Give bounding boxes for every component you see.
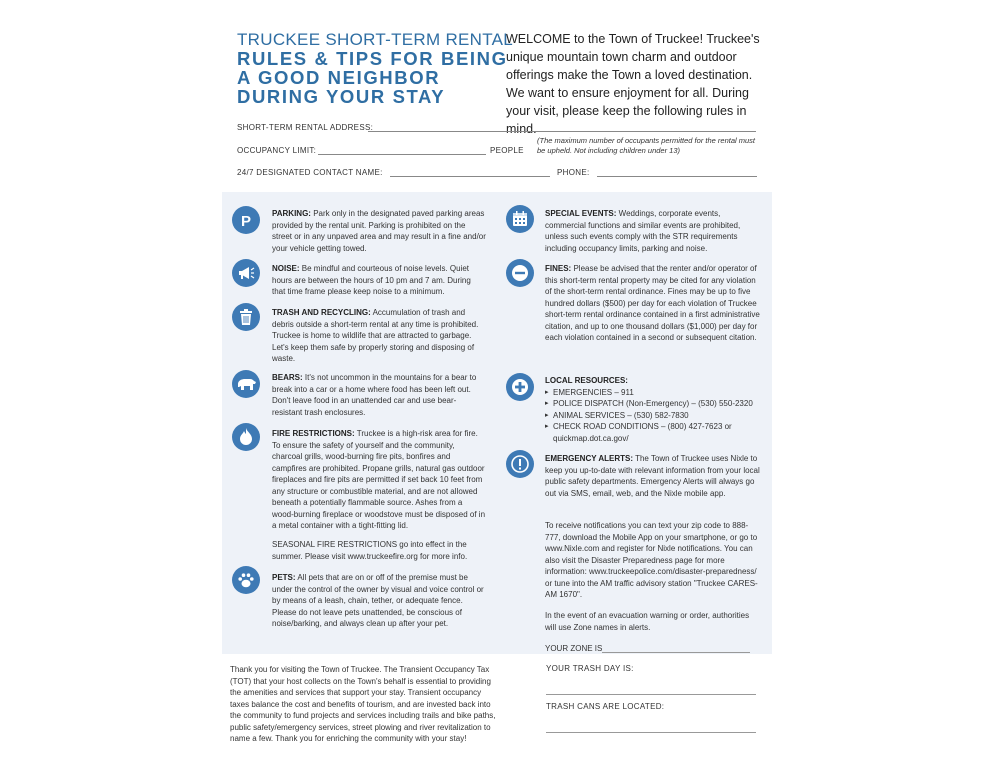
fire-text: Truckee is a high-risk area for fire. To ensure the safety of yourself and the community, charcoal grills, wood-burning fire pits, bonfires and campfires are prohibited. Propane grills, natural gas outdoor fireplaces and fire pits are permitted if set back 10 feet from any structure or combustible material, and are not allowed beneath a potentially flammable source. Ashes from a wood-burning fireplace or woodstove must be disposed of in a metal container with a tight-fitting lid.: [272, 429, 486, 530]
trash-text: Accumulation of trash and debris outside a short-term rental at any time is prohibited. Truckee is home to wildlife that are attracted to garbage. Let's keep them safe by properly storing and disposing of waste.: [272, 308, 479, 363]
paw-icon: [232, 566, 260, 594]
title-line-1: TRUCKEE SHORT-TERM RENTAL: [237, 30, 514, 49]
resources-list: [545, 387, 760, 445]
alerts-text: The Town of Truckee uses Nixle to keep you up-to-date with relevant information from your local public safety departments. Emergency Alerts will always go out via SMS, email, web, and the Nixle mobile app.: [545, 454, 760, 498]
megaphone-icon: [232, 259, 260, 287]
alerts-text-3: In the event of an evacuation warning or order, authorities will use Zone names in alerts.: [545, 611, 750, 632]
noise-title: NOISE:: [272, 264, 300, 273]
alerts-text-2: To receive notifications you can text your zip code to 888-777, download the Mobile App on your smartphone, or go to www.Nixle.com and register for Nixle notifications. You can also visit the Disaster Preparedness page for more information: www.truckeepolice.com/disaster-preparedness/ or tune into the AM traffic advisory station "Truckee CARES- AM 1670".: [545, 521, 758, 599]
address-label: SHORT-TERM RENTAL ADDRESS:: [237, 123, 374, 132]
welcome-rest: We want to ensure enjoyment for all. During your visit, please keep the following rules in mind.: [506, 86, 749, 136]
occupancy-line[interactable]: [318, 154, 486, 155]
welcome-text: [506, 30, 766, 138]
fines-rule: [545, 263, 760, 344]
trash-cans-line[interactable]: [546, 732, 756, 733]
medical-cross-icon: [506, 373, 534, 401]
welcome-bold: WELCOME to the Town of Truckee! Truckee's unique mountain town charm and outdoor offerings make the Town a loved destination.: [506, 32, 760, 82]
noise-text: Be mindful and courteous of noise levels. Quiet hours are between the hours of 10 pm and 7 am. During that time frame please keep noise to a minimum.: [272, 264, 471, 296]
bears-title: BEARS:: [272, 373, 303, 382]
trash-day-line[interactable]: [546, 694, 756, 695]
contact-line[interactable]: [390, 176, 550, 177]
address-line[interactable]: [368, 131, 756, 132]
tot-thanks-text: Thank you for visiting the Town of Truckee. The Transient Occupancy Tax (TOT) that your host collects on the Town's behalf is essential to providing the amenities and services that support your stay. Transient occupancy taxes balance the cost and benefits of tourism, and are invested back into the community to fund projects and services including trails and bike paths, public safety/emergency services, street plowing and river revitalization to name a few. Thank you for enriching the community with your stay!: [230, 665, 496, 743]
bear-icon: [232, 370, 260, 398]
parking-title: PARKING:: [272, 209, 311, 218]
events-title: SPECIAL EVENTS:: [545, 209, 617, 218]
contact-label: 24/7 DESIGNATED CONTACT NAME:: [237, 168, 383, 177]
pets-title: PETS:: [272, 573, 296, 582]
alerts-rule: [545, 453, 760, 499]
bears-text: It's not uncommon in the mountains for a bear to break into a car or a home where food has been left out. Don't leave food in an unattended car and use bear-resistant trash enclosures.: [272, 373, 477, 417]
flame-icon: [232, 423, 260, 451]
trash-rule: [272, 307, 486, 365]
resource-item-road-conditions: ▸ CHECK ROAD CONDITIONS – (800) 427-7623 or quickmap.dot.ca.gov/: [545, 421, 760, 444]
trash-title: TRASH AND RECYCLING:: [272, 308, 371, 317]
events-rule: [545, 208, 760, 254]
pets-text: All pets that are on or off of the premise must be under the control of the owner by visual and voice control or by means of a leash, chain, tether, or adequate fence. Please do not leave pets unattended, be conscious of noise/barking, and always clean up after your pet.: [272, 573, 484, 628]
resources-block: [545, 375, 760, 444]
trash-can-icon: [232, 303, 260, 331]
fire-seasonal: SEASONAL FIRE RESTRICTIONS go into effect in the summer. Please visit www.truckeefire.org for more info.: [272, 540, 468, 561]
trash-day-label: YOUR TRASH DAY IS:: [546, 664, 634, 673]
trash-cans-label: TRASH CANS ARE LOCATED:: [546, 702, 665, 711]
resources-title: LOCAL RESOURCES:: [545, 376, 628, 385]
svg-text:P: P: [241, 213, 252, 228]
title-line-3: A GOOD NEIGHBOR: [237, 67, 441, 88]
fines-text: Please be advised that the renter and/or operator of this short-term rental property may be cited for any violation of the short-term rental ordinance. Fines may be up to five hundred dollars ($500) per day for each violation of Truckee short-term rental ordinance contained in a first administrative citation, and up to one thousand dollars ($1,000) per day for each violation contained in a second or subsequent citation.: [545, 264, 760, 342]
occupancy-note: (The maximum number of occupants permitted for the rental must be upheld. Not including children under 13): [537, 136, 756, 155]
people-label: PEOPLE: [490, 146, 524, 155]
phone-line[interactable]: [597, 176, 757, 177]
zone-line[interactable]: [602, 652, 750, 653]
phone-label: PHONE:: [557, 168, 590, 177]
title-line-4: DURING YOUR STAY: [237, 86, 446, 107]
alerts-title: EMERGENCY ALERTS:: [545, 454, 634, 463]
resource-item-emergencies: ▸ EMERGENCIES – 911: [545, 387, 760, 399]
title-line-2: RULES & TIPS FOR BEING: [237, 48, 508, 69]
calendar-icon: [506, 205, 534, 233]
fines-title: FINES:: [545, 264, 572, 273]
zone-label: YOUR ZONE IS: [545, 644, 603, 653]
alert-icon: [506, 450, 534, 478]
occupancy-label: OCCUPANCY LIMIT:: [237, 146, 317, 155]
events-text: Weddings, corporate events, commercial functions and similar events are prohibited, unless such events comply with the STR requirements including occupancy limits, parking and noise.: [545, 209, 741, 253]
fire-title: FIRE RESTRICTIONS:: [272, 429, 355, 438]
parking-rule: [272, 208, 486, 254]
parking-text: Park only in the designated paved parking areas provided by the rental unit. Parking is prohibited on the street or in any unpaved area and may result in a fine and/or your vehicle getting towed.: [272, 209, 486, 253]
pets-rule: [272, 572, 486, 630]
fire-rule: [272, 428, 486, 532]
bears-rule: [272, 372, 486, 418]
noise-rule: [272, 263, 486, 298]
parking-icon: [232, 206, 260, 234]
resource-item-police: ▸ POLICE DISPATCH (Non-Emergency) – (530) 550-2320: [545, 398, 760, 410]
resource-item-animal-services: ▸ ANIMAL SERVICES – (530) 582-7830: [545, 410, 760, 422]
minus-circle-icon: [506, 259, 534, 287]
